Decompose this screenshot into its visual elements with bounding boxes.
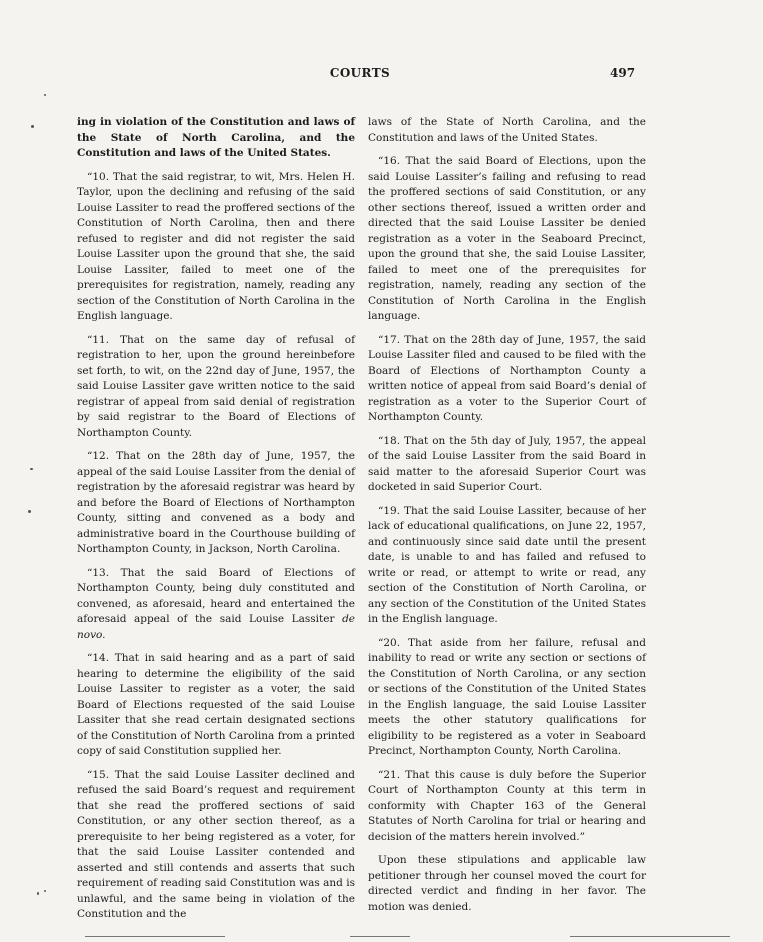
paragraph-15: “15. That the said Louise Lassiter declined and refused the said Board’s request and requirement that she read the proffered sections of said Constitution, or any other section thereof, as a prerequisite to her being registered as a voter, for that the said Louise Lassiter contended and asserted and still contends and asserts that such requirement of reading said Constitution was and is unlawful, and the same being in violation of the Constitution and the [77, 768, 355, 920]
paragraph-21: “21. That this cause is duly before the Superior Court of Northampton County at this term in conformity with Chapter 163 of the General Statutes of North Carolina for trial or hearing and decision of the matters herein involved.” [368, 768, 646, 843]
paragraph-13-italic: de novo. [77, 613, 355, 641]
paragraph-17: “17. That on the 28th day of June, 1957, the said Louise Lassiter filed and caused to be filed with the Board of Elections of Northampton County a written notice of appeal from said Board’s denial of registration as a voter to the Superior Court of Northampton County. [368, 333, 646, 423]
scan-speck [28, 510, 31, 513]
paragraph-13-text: “13. That the said Board of Elections of Northampton County, being duly constituted and convened, as aforesaid, heard and entertained the aforesaid appeal of the said Louise Lassiter [77, 566, 355, 625]
paragraph-16: “16. That the said Board of Elections, upon the said Louise Lassiter’s failing and refusing to read the proffered sections of said Constitution, or any other sections thereof, issued a written order and directed that the said Louise Lassiter be denied registration as a voter in the Seaboard Precinct, upon the ground that she, the said Louise Lassiter, failed to meet one of the prerequisites for registration, namely, reading any section of the Constitution of North Carolina in the English language. [368, 155, 646, 322]
left-column [77, 115, 355, 931]
paragraph-18: “18. That on the 5th day of July, 1957, the appeal of the said Louise Lassiter from the said Board in said matter to the aforesaid Superior Court was docketed in said Superior Court. [368, 434, 646, 493]
paragraph-continuation: ing in violation of the Constitution and laws of the State of North Carolina, and the Constitution and laws of the United States. [77, 116, 355, 159]
paragraph-continuation-right: laws of the State of North Carolina, and the Constitution and laws of the United States. [368, 116, 646, 144]
paragraph-19: “19. That the said Louise Lassiter, because of her lack of educational qualifications, on June 22, 1957, and continuously since said date until the present date, is unable to and has failed and refused to write or read, or attempt to write or read, any section of the Constitution of North Carolina, or any section of the Constitution of the United States in the English language. [368, 504, 646, 625]
page-header [0, 66, 763, 84]
paragraph-13 [77, 566, 355, 644]
page-number: 497 [610, 66, 636, 80]
scan-speck [30, 468, 33, 470]
running-title: COURTS [329, 66, 391, 80]
paragraph-14: “14. That in said hearing and as a part of said hearing to determine the eligibility of the said Louise Lassiter to register as a voter, the said Board of Elections requested of the said Louise Lassiter that she read certain designated sections of the Constitution of North Carolina from a printed copy of said Constitution supplied her. [77, 652, 355, 757]
scan-speck [31, 125, 34, 128]
paragraph-12: “12. That on the 28th day of June, 1957, the appeal of the said Louise Lassiter from the denial of registration by the aforesaid registrar was heard by and before the Board of Elections of Northampton County, sitting and convened as a body and administrative board in the Courthouse building of Northampton County, in Jackson, North Carolina. [77, 450, 355, 555]
bottom-rule-center [350, 936, 410, 937]
paragraph-10: “10. That the said registrar, to wit, Mrs. Helen H. Taylor, upon the declining and refusing of the said Louise Lassiter to read the proffered sections of the Constitution of North Carolina, then and there refused to register and did not register the said Louise Lassiter upon the ground that she, the said Louise Lassiter, failed to meet one of the prerequisites for registration, namely, reading any section of the Constitution of North Carolina in the English language. [77, 170, 355, 322]
paragraph-20: “20. That aside from her failure, refusal and inability to read or write any section or sections of the Constitution of North Carolina, or any section or sections of the Constitution of the United States in the English language, the said Louise Lassiter meets the other statutory qualifications for eligibility to be registered as a voter in Seaboard Precinct, Northampton County, North Carolina. [368, 636, 646, 757]
paragraph-11: “11. That on the same day of refusal of registration to her, upon the ground hereinbefore set forth, to wit, on the 22nd day of June, 1957, the said Louise Lassiter gave written notice to the said registrar of appeal from said denial of registration by said registrar to the Board of Elections of Northampton County. [77, 333, 355, 439]
bottom-rule-left [85, 936, 225, 937]
bottom-rule-right [570, 936, 730, 937]
scan-speck [44, 94, 46, 96]
right-column [368, 115, 646, 923]
scan-speck [37, 892, 39, 895]
scan-speck [44, 890, 46, 892]
paragraph-final: Upon these stipulations and applicable law petitioner through her counsel moved the court for directed verdict and finding in her favor. The motion was denied. [368, 854, 646, 913]
